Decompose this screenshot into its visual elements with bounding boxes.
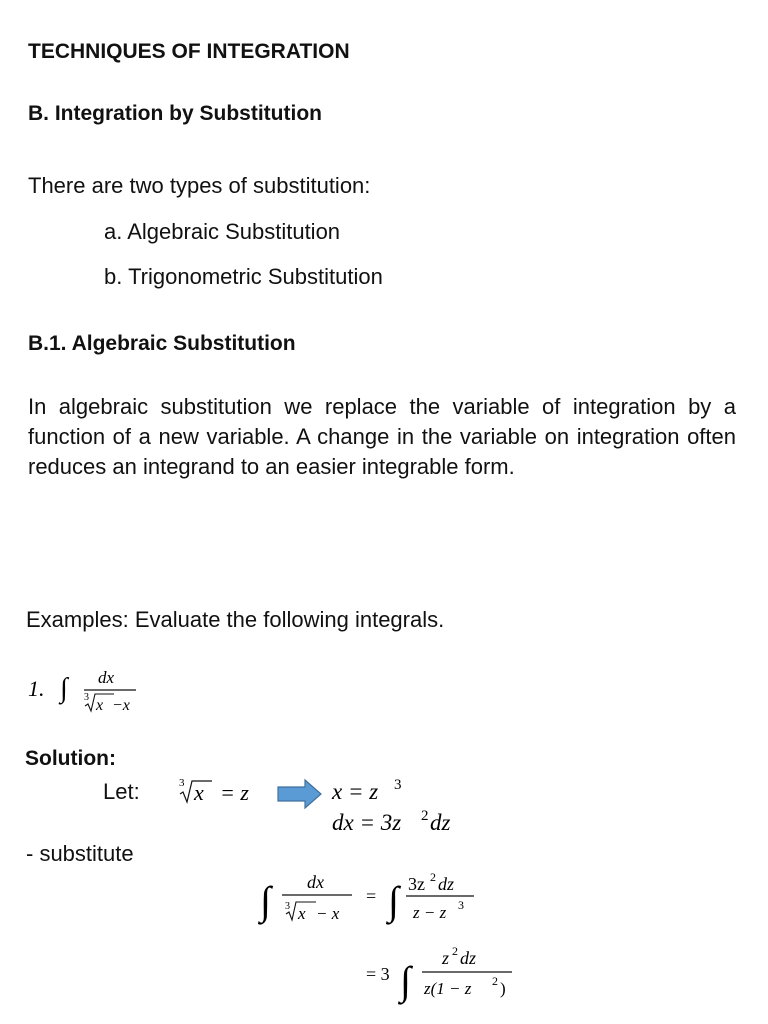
let-root-index: 3 bbox=[179, 777, 185, 789]
section-b-heading: B. Integration by Substitution bbox=[28, 102, 322, 125]
examples-intro: Examples: Evaluate the following integrals. bbox=[26, 607, 445, 632]
let-radicand: x bbox=[194, 780, 204, 805]
x-eq-z: x = z bbox=[332, 779, 379, 804]
integral-line-2 bbox=[362, 936, 522, 1008]
lhs-radicand: x bbox=[298, 904, 306, 923]
doc-title: TECHNIQUES OF INTEGRATION bbox=[28, 40, 350, 63]
let-label: Let: bbox=[103, 779, 140, 804]
integral-sign: ∫ bbox=[60, 673, 68, 704]
rhs-numerator-dz: dz bbox=[438, 874, 455, 894]
radicand-x: x bbox=[96, 697, 104, 714]
line2-denominator: z(1 − z bbox=[424, 979, 472, 998]
solution-label: Solution: bbox=[25, 747, 116, 770]
equals-sign-1: = bbox=[366, 886, 377, 906]
lhs-numerator: dx bbox=[307, 872, 324, 892]
numerator-dx: dx bbox=[98, 668, 115, 687]
section-b1-heading: B.1. Algebraic Substitution bbox=[28, 332, 296, 355]
definition-paragraph: In algebraic substitution we replace the variable of integration by a function of a new variable. A change in the variable on integration often reduces an integrand to an easier integrable form. bbox=[28, 394, 736, 479]
minus-x: −x bbox=[112, 697, 130, 714]
substitution-results bbox=[330, 772, 490, 838]
z-sq-exp: 2 bbox=[421, 808, 429, 824]
line2-numerator-z: z bbox=[442, 948, 450, 968]
problem-number: 1. bbox=[28, 676, 45, 701]
type-item-algebraic: a. Algebraic Substitution bbox=[104, 219, 341, 244]
equals-three: = 3 bbox=[366, 964, 390, 984]
integral-line-1 bbox=[258, 862, 488, 934]
right-arrow-icon bbox=[277, 778, 323, 810]
substitute-label: - substitute bbox=[26, 841, 134, 866]
rhs-numerator-3z: 3z bbox=[408, 874, 425, 894]
dx-eq-3z: dx = 3z bbox=[332, 810, 402, 835]
rhs-denominator-exp: 3 bbox=[458, 898, 464, 912]
type-item-trigonometric: b. Trigonometric Substitution bbox=[104, 264, 383, 289]
lhs-integral-sign: ∫ bbox=[260, 878, 271, 923]
rhs-numerator-exp: 2 bbox=[430, 870, 436, 884]
rhs-integral-sign: ∫ bbox=[388, 878, 399, 923]
intro-text: There are two types of substitution: bbox=[28, 173, 371, 198]
line2-numerator-dz: dz bbox=[460, 948, 477, 968]
lhs-root-index: 3 bbox=[285, 901, 290, 912]
line2-denominator-exp: 2 bbox=[492, 974, 498, 988]
line2-close-paren: ) bbox=[500, 979, 506, 998]
let-equation bbox=[176, 772, 276, 812]
dz-term: dz bbox=[430, 810, 451, 835]
let-rhs: = z bbox=[220, 780, 249, 805]
z-cube-exp: 3 bbox=[394, 777, 402, 793]
problem-1-expression bbox=[24, 662, 174, 722]
root-index: 3 bbox=[84, 692, 89, 703]
rhs-denominator: z − z bbox=[413, 903, 447, 922]
lhs-minus-x: − x bbox=[316, 904, 340, 923]
line2-numerator-exp: 2 bbox=[452, 944, 458, 958]
line2-integral-sign: ∫ bbox=[400, 958, 411, 1003]
